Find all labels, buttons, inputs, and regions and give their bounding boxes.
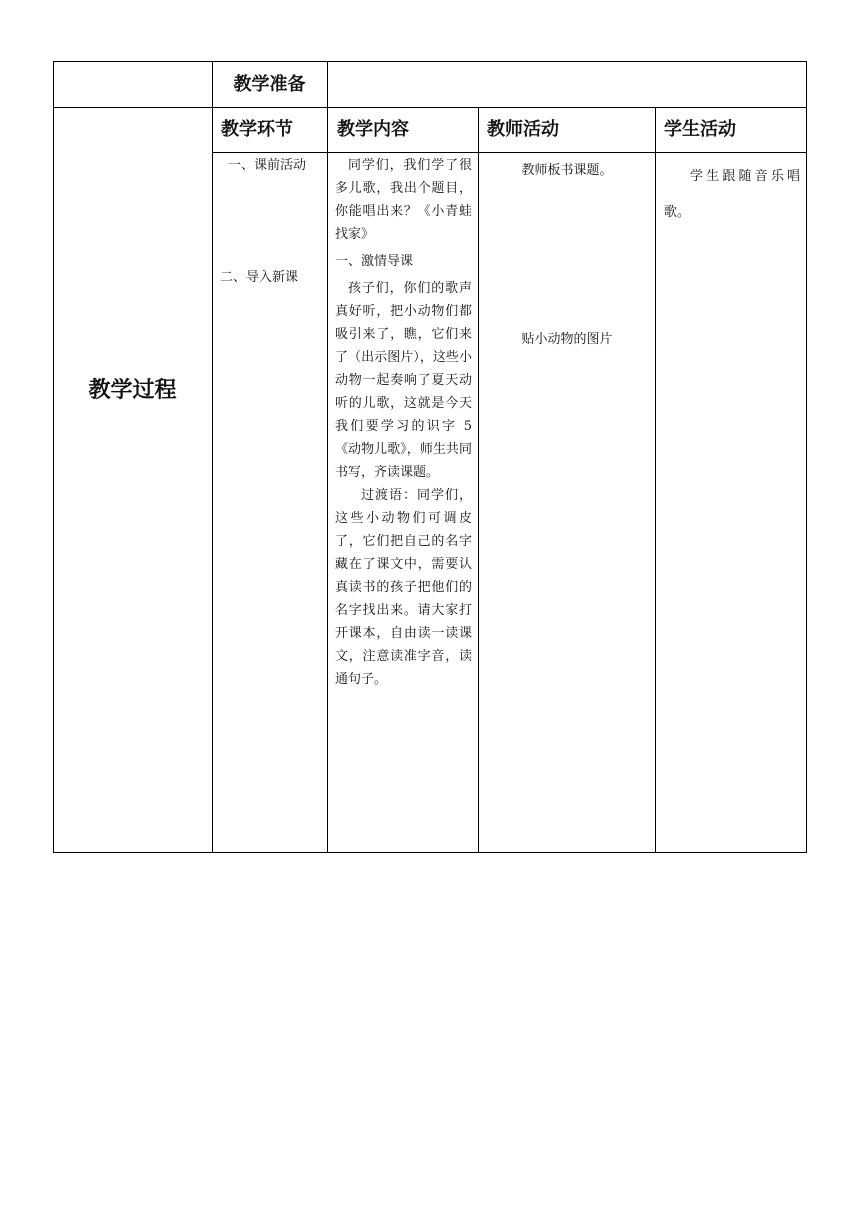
lesson-plan-table [53,61,807,853]
prep-content [328,61,806,107]
content-paragraph: 孩子们，你们的歌声真好听，把小动物们都吸引来了，瞧，它们来了（出示图片），这些小动物一起奏响了夏天动听的儿歌，这就是今天我们要学习的识字 5《动物儿歌》，师生共同书写，齐读课题。 [335,281,472,480]
table-border-bottom [53,852,807,853]
content-text [335,154,472,691]
column-divider [327,61,328,853]
header-content: 教学内容 [337,119,409,140]
column-divider [212,61,213,853]
content-paragraph: 同学们，我们学了很多儿歌，我出个题目，你能唱出来？《小青蛙找家》 [335,158,472,242]
table-border-right [806,61,807,853]
row-divider [53,107,807,108]
table-border-left [53,61,54,853]
teacher-activity: 贴小动物的图片 [521,332,613,347]
header-teacher: 教师活动 [487,119,559,140]
teacher-activity: 教师板书课题。 [521,163,613,178]
column-divider [655,107,656,853]
stage-item: 二、导入新课 [220,270,299,285]
column-divider [478,107,479,853]
content-heading: 一、激情导课 [335,254,414,269]
student-activity: 学生跟随音乐唱歌。 [664,169,800,220]
content-paragraph: 过渡语：同学们，这些小动物们可调皮了，它们把自己的名字藏在了课文中，需要认真读书的孩子把他们的名字找出来。请大家打开课本，自由读一读课文，注意读准字音，读通句子。 [335,488,472,687]
stage-item: 一、课前活动 [228,158,307,173]
header-student: 学生活动 [664,119,736,140]
header-divider [212,152,807,153]
process-label: 教学过程 [88,378,177,403]
header-stage: 教学环节 [221,119,293,140]
prep-label: 教学准备 [233,74,306,95]
